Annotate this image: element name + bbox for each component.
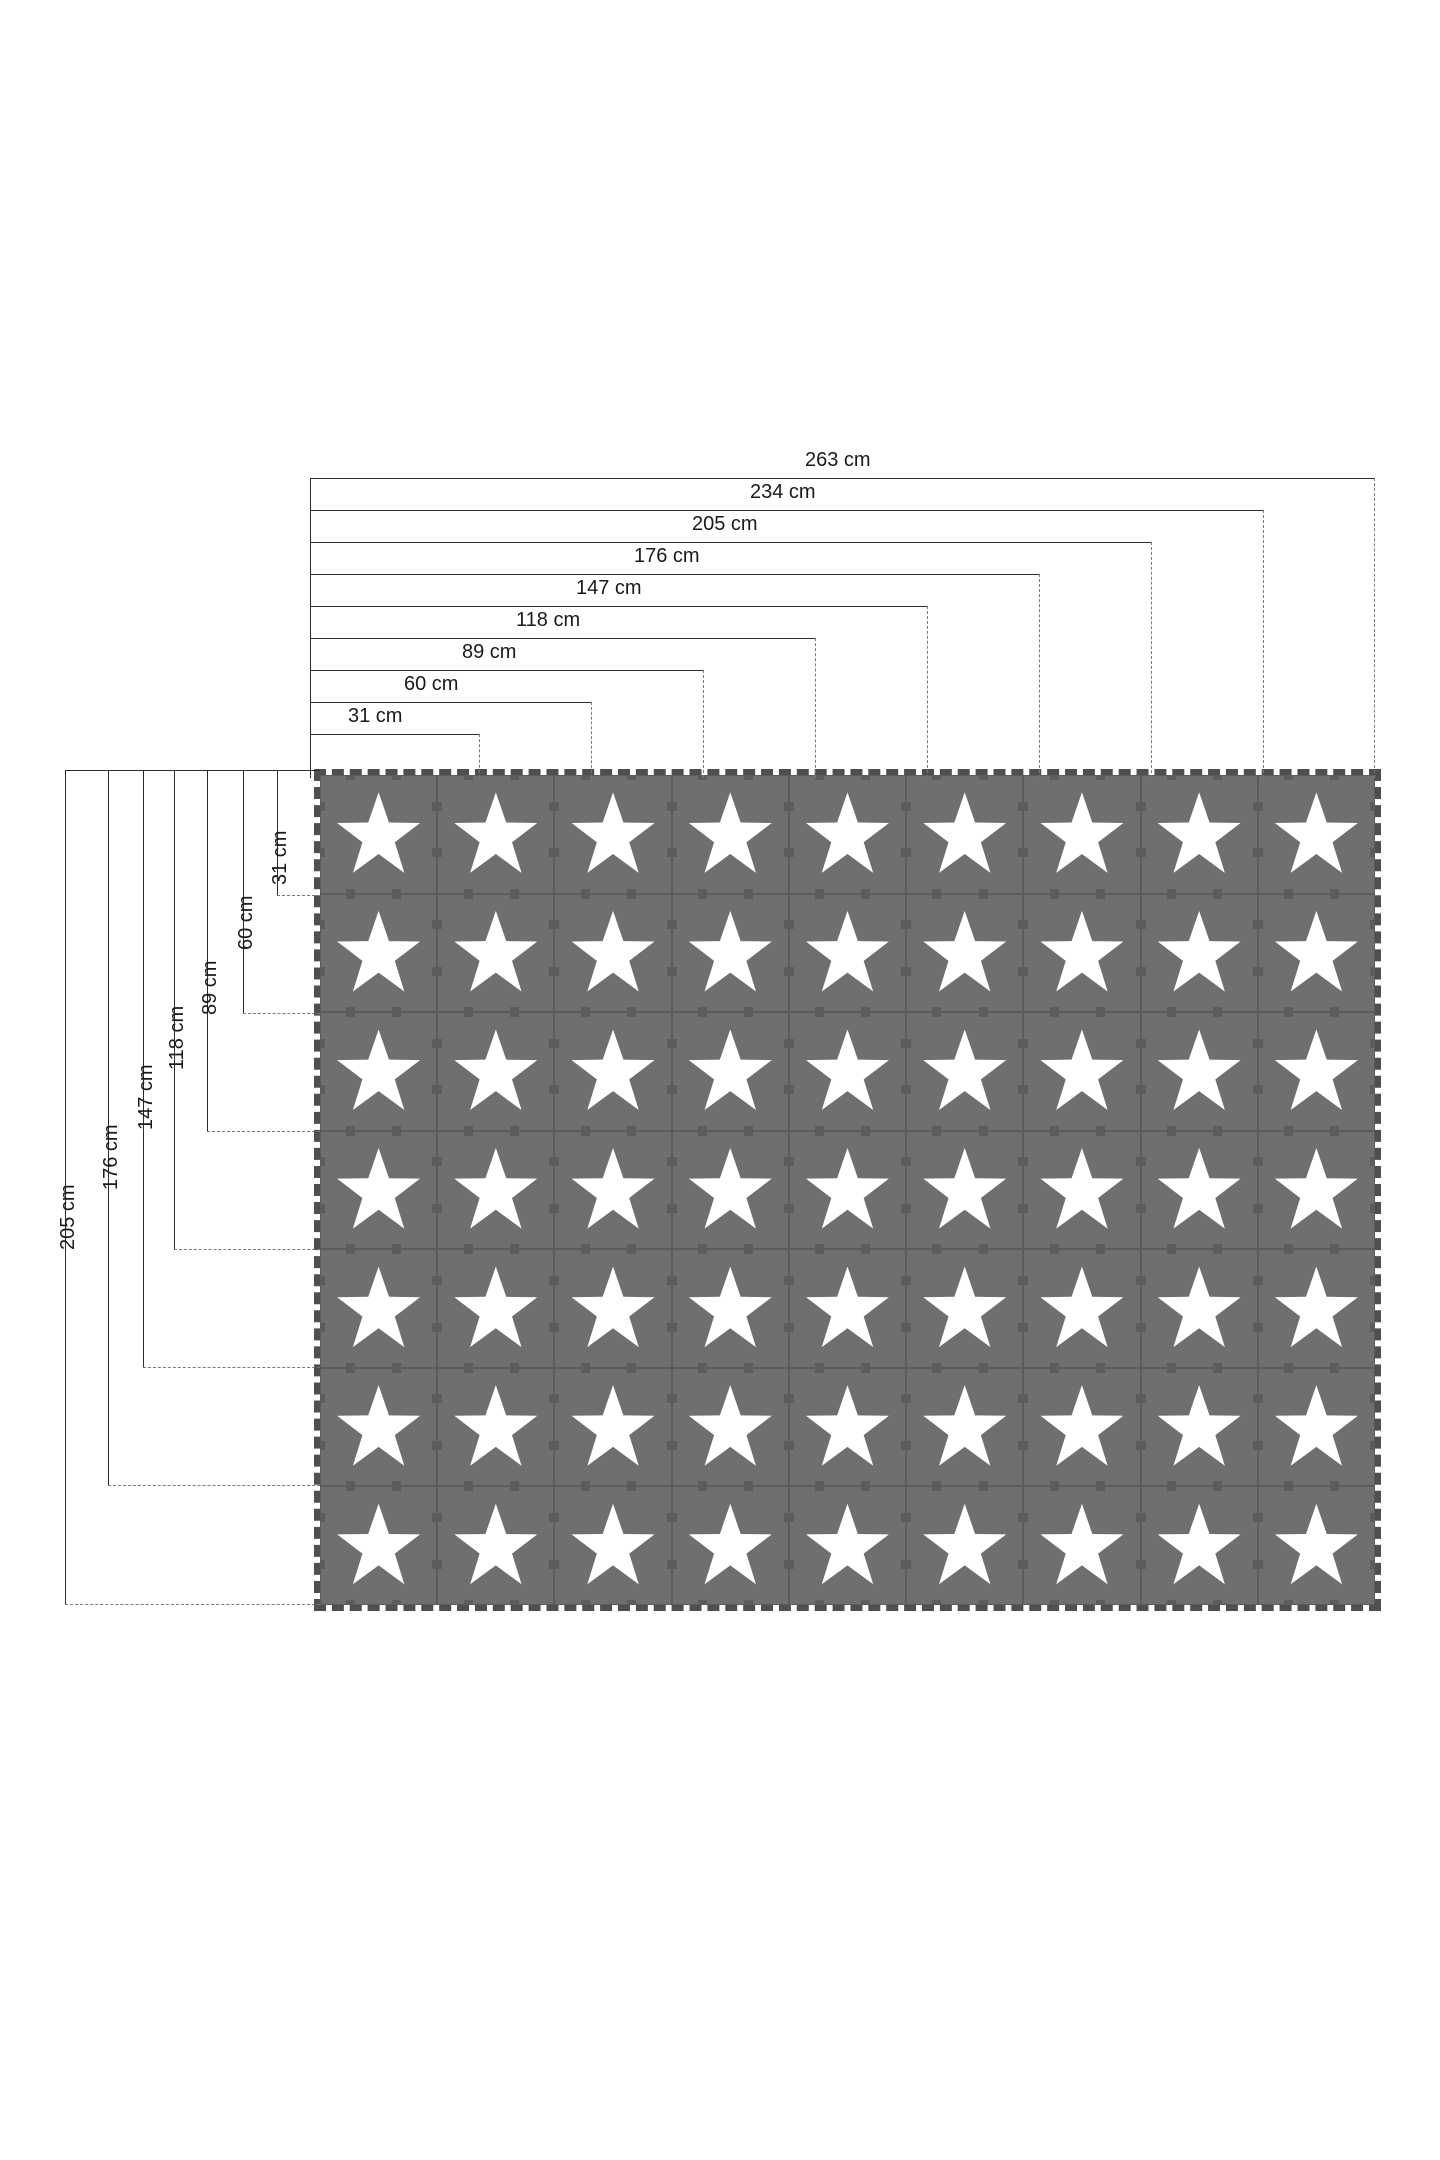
mat-tile bbox=[789, 1249, 906, 1368]
star-icon bbox=[1275, 911, 1358, 995]
mat-tile bbox=[906, 775, 1023, 894]
extension-line-h-118 bbox=[815, 638, 816, 778]
star-icon bbox=[689, 1029, 772, 1113]
mat-tile bbox=[437, 894, 554, 1013]
star-icon bbox=[689, 792, 772, 876]
mat-tile bbox=[672, 775, 789, 894]
extension-line-v-118 bbox=[174, 1249, 320, 1250]
mat-tile bbox=[1258, 1249, 1375, 1368]
star-icon bbox=[806, 1148, 889, 1232]
dimension-label-v-31: 31 cm bbox=[269, 830, 291, 885]
dimension-line-h-118 bbox=[310, 638, 816, 639]
mat-tile bbox=[1258, 775, 1375, 894]
star-icon bbox=[454, 1504, 537, 1588]
mat-tile bbox=[789, 894, 906, 1013]
star-icon bbox=[454, 911, 537, 995]
extension-line-v-31 bbox=[277, 895, 320, 896]
dimension-line-v-60 bbox=[243, 770, 244, 1014]
star-icon bbox=[806, 1504, 889, 1588]
star-icon bbox=[1275, 792, 1358, 876]
dimension-line-h-31 bbox=[310, 734, 480, 735]
mat-tile bbox=[1141, 1486, 1258, 1605]
dimension-label-v-60: 60 cm bbox=[235, 895, 257, 950]
mat-tile bbox=[1141, 894, 1258, 1013]
star-icon bbox=[572, 1267, 655, 1351]
mat-tile bbox=[1023, 775, 1140, 894]
mat-tile bbox=[1141, 1368, 1258, 1487]
mat-tile bbox=[320, 1012, 437, 1131]
star-icon bbox=[689, 911, 772, 995]
star-icon bbox=[1275, 1504, 1358, 1588]
dimension-label-h-234: 234 cm bbox=[750, 481, 816, 503]
star-icon bbox=[454, 1267, 537, 1351]
star-icon bbox=[806, 792, 889, 876]
mat-tile bbox=[437, 1249, 554, 1368]
dimension-label-v-176: 176 cm bbox=[100, 1124, 122, 1190]
mat-tile bbox=[320, 894, 437, 1013]
star-icon bbox=[1275, 1267, 1358, 1351]
star-icon bbox=[572, 1504, 655, 1588]
mat-tile bbox=[1141, 1131, 1258, 1250]
mat-tile bbox=[789, 1368, 906, 1487]
mat-tile bbox=[1023, 1249, 1140, 1368]
mat-tile bbox=[1023, 894, 1140, 1013]
star-icon bbox=[923, 1504, 1006, 1588]
mat-tile bbox=[554, 775, 671, 894]
dimension-label-h-147: 147 cm bbox=[576, 577, 642, 599]
star-icon bbox=[806, 911, 889, 995]
star-icon bbox=[454, 1148, 537, 1232]
extension-line-h-89 bbox=[703, 670, 704, 778]
dimension-label-v-89: 89 cm bbox=[199, 960, 221, 1015]
star-icon bbox=[1040, 1267, 1123, 1351]
mat-tile bbox=[320, 1131, 437, 1250]
mat-tile bbox=[437, 1486, 554, 1605]
mat-tile bbox=[554, 1131, 671, 1250]
star-icon bbox=[1040, 1504, 1123, 1588]
star-icon bbox=[806, 1029, 889, 1113]
mat-tile bbox=[1258, 1012, 1375, 1131]
mat-tile bbox=[672, 1368, 789, 1487]
dimension-label-h-176: 176 cm bbox=[634, 545, 700, 567]
star-icon bbox=[572, 792, 655, 876]
mat-tile bbox=[789, 1486, 906, 1605]
dimension-label-h-89: 89 cm bbox=[462, 641, 517, 663]
extension-line-h-263 bbox=[1374, 478, 1375, 778]
mat-tile bbox=[554, 1249, 671, 1368]
star-icon bbox=[923, 1148, 1006, 1232]
mat-tile bbox=[554, 1486, 671, 1605]
dimension-line-h-234 bbox=[310, 510, 1264, 511]
mat-tile bbox=[1023, 1012, 1140, 1131]
mat-tile bbox=[672, 1249, 789, 1368]
dimension-label-v-118: 118 cm bbox=[166, 1005, 188, 1070]
star-icon bbox=[923, 911, 1006, 995]
mat-tile bbox=[906, 894, 1023, 1013]
star-icon bbox=[337, 1504, 420, 1588]
dimension-line-h-147 bbox=[310, 606, 928, 607]
dimension-line-h-176 bbox=[310, 574, 1040, 575]
star-icon bbox=[1158, 1148, 1241, 1232]
dimension-line-h-60 bbox=[310, 702, 592, 703]
mat-tile bbox=[906, 1131, 1023, 1250]
extension-line-v-176 bbox=[108, 1485, 320, 1486]
star-icon bbox=[572, 1385, 655, 1469]
star-icon bbox=[454, 1029, 537, 1113]
mat-tile bbox=[1141, 1249, 1258, 1368]
mat-tile bbox=[906, 1368, 1023, 1487]
star-icon bbox=[1040, 911, 1123, 995]
extension-line-h-147 bbox=[927, 606, 928, 778]
mat-tile bbox=[906, 1486, 1023, 1605]
mat-tile bbox=[789, 775, 906, 894]
star-icon bbox=[1275, 1148, 1358, 1232]
extension-line-h-60 bbox=[591, 702, 592, 778]
dimension-label-h-205: 205 cm bbox=[692, 513, 758, 535]
dimension-label-h-60: 60 cm bbox=[404, 673, 459, 695]
star-icon bbox=[454, 1385, 537, 1469]
mat-tile bbox=[320, 1368, 437, 1487]
mat-tile bbox=[906, 1249, 1023, 1368]
star-icon bbox=[923, 1267, 1006, 1351]
star-icon bbox=[689, 1504, 772, 1588]
star-icon bbox=[572, 911, 655, 995]
mat-tile bbox=[672, 1012, 789, 1131]
mat-tile bbox=[789, 1131, 906, 1250]
star-icon bbox=[1158, 1504, 1241, 1588]
mat-tile bbox=[320, 775, 437, 894]
star-icon bbox=[1158, 792, 1241, 876]
star-icon bbox=[1158, 911, 1241, 995]
star-icon bbox=[1275, 1385, 1358, 1469]
mat-tile bbox=[672, 1131, 789, 1250]
star-icon bbox=[572, 1029, 655, 1113]
dimension-label-h-263: 263 cm bbox=[805, 449, 871, 471]
mat-tile bbox=[437, 1012, 554, 1131]
mat-tile bbox=[1141, 1012, 1258, 1131]
mat-tile bbox=[1023, 1486, 1140, 1605]
mat-tile bbox=[554, 1368, 671, 1487]
mat-tile bbox=[789, 1012, 906, 1131]
play-mat bbox=[320, 775, 1375, 1605]
mat-tile bbox=[437, 775, 554, 894]
mat-tile bbox=[320, 1249, 437, 1368]
star-icon bbox=[1040, 792, 1123, 876]
star-icon bbox=[689, 1267, 772, 1351]
star-icon bbox=[1040, 1385, 1123, 1469]
dimension-line-h-89 bbox=[310, 670, 704, 671]
mat-tile bbox=[672, 1486, 789, 1605]
mat-tile bbox=[554, 894, 671, 1013]
mat-tile bbox=[1258, 1131, 1375, 1250]
dimension-line-h-205 bbox=[310, 542, 1152, 543]
mat-tile bbox=[320, 1486, 437, 1605]
mat-tile bbox=[554, 1012, 671, 1131]
dimension-label-v-205: 205 cm bbox=[57, 1184, 79, 1250]
origin-line-v bbox=[65, 770, 320, 771]
dimension-label-h-31: 31 cm bbox=[348, 705, 403, 727]
extension-line-h-205 bbox=[1151, 542, 1152, 778]
star-icon bbox=[1158, 1267, 1241, 1351]
star-icon bbox=[337, 1267, 420, 1351]
star-icon bbox=[1275, 1029, 1358, 1113]
mat-tile bbox=[1258, 894, 1375, 1013]
dimension-label-v-147: 147 cm bbox=[135, 1064, 157, 1130]
dimension-line-v-89 bbox=[207, 770, 208, 1132]
star-icon bbox=[454, 792, 537, 876]
extension-line-v-89 bbox=[207, 1131, 320, 1132]
origin-line-h bbox=[310, 478, 311, 778]
star-icon bbox=[1158, 1029, 1241, 1113]
star-icon bbox=[337, 911, 420, 995]
star-icon bbox=[337, 1385, 420, 1469]
star-icon bbox=[337, 792, 420, 876]
extension-line-h-176 bbox=[1039, 574, 1040, 778]
dimension-line-h-263 bbox=[310, 478, 1375, 479]
mat-tile bbox=[437, 1131, 554, 1250]
mat-tile bbox=[1141, 775, 1258, 894]
star-icon bbox=[923, 792, 1006, 876]
mat-tile bbox=[1023, 1131, 1140, 1250]
star-icon bbox=[1158, 1385, 1241, 1469]
dimension-label-h-118: 118 cm bbox=[516, 609, 581, 631]
extension-line-h-234 bbox=[1263, 510, 1264, 778]
star-icon bbox=[1040, 1029, 1123, 1113]
star-icon bbox=[689, 1148, 772, 1232]
extension-line-v-205 bbox=[65, 1604, 320, 1605]
star-icon bbox=[572, 1148, 655, 1232]
star-icon bbox=[923, 1029, 1006, 1113]
star-icon bbox=[806, 1385, 889, 1469]
star-icon bbox=[689, 1385, 772, 1469]
mat-tile bbox=[437, 1368, 554, 1487]
star-icon bbox=[923, 1385, 1006, 1469]
star-icon bbox=[806, 1267, 889, 1351]
mat-tile bbox=[906, 1012, 1023, 1131]
extension-line-v-60 bbox=[243, 1013, 320, 1014]
extension-line-h-31 bbox=[479, 734, 480, 778]
mat-tile bbox=[1258, 1368, 1375, 1487]
mat-tile bbox=[1023, 1368, 1140, 1487]
star-icon bbox=[1040, 1148, 1123, 1232]
mat-tile bbox=[1258, 1486, 1375, 1605]
extension-line-v-147 bbox=[143, 1367, 320, 1368]
star-icon bbox=[337, 1029, 420, 1113]
star-icon bbox=[337, 1148, 420, 1232]
mat-tile bbox=[672, 894, 789, 1013]
